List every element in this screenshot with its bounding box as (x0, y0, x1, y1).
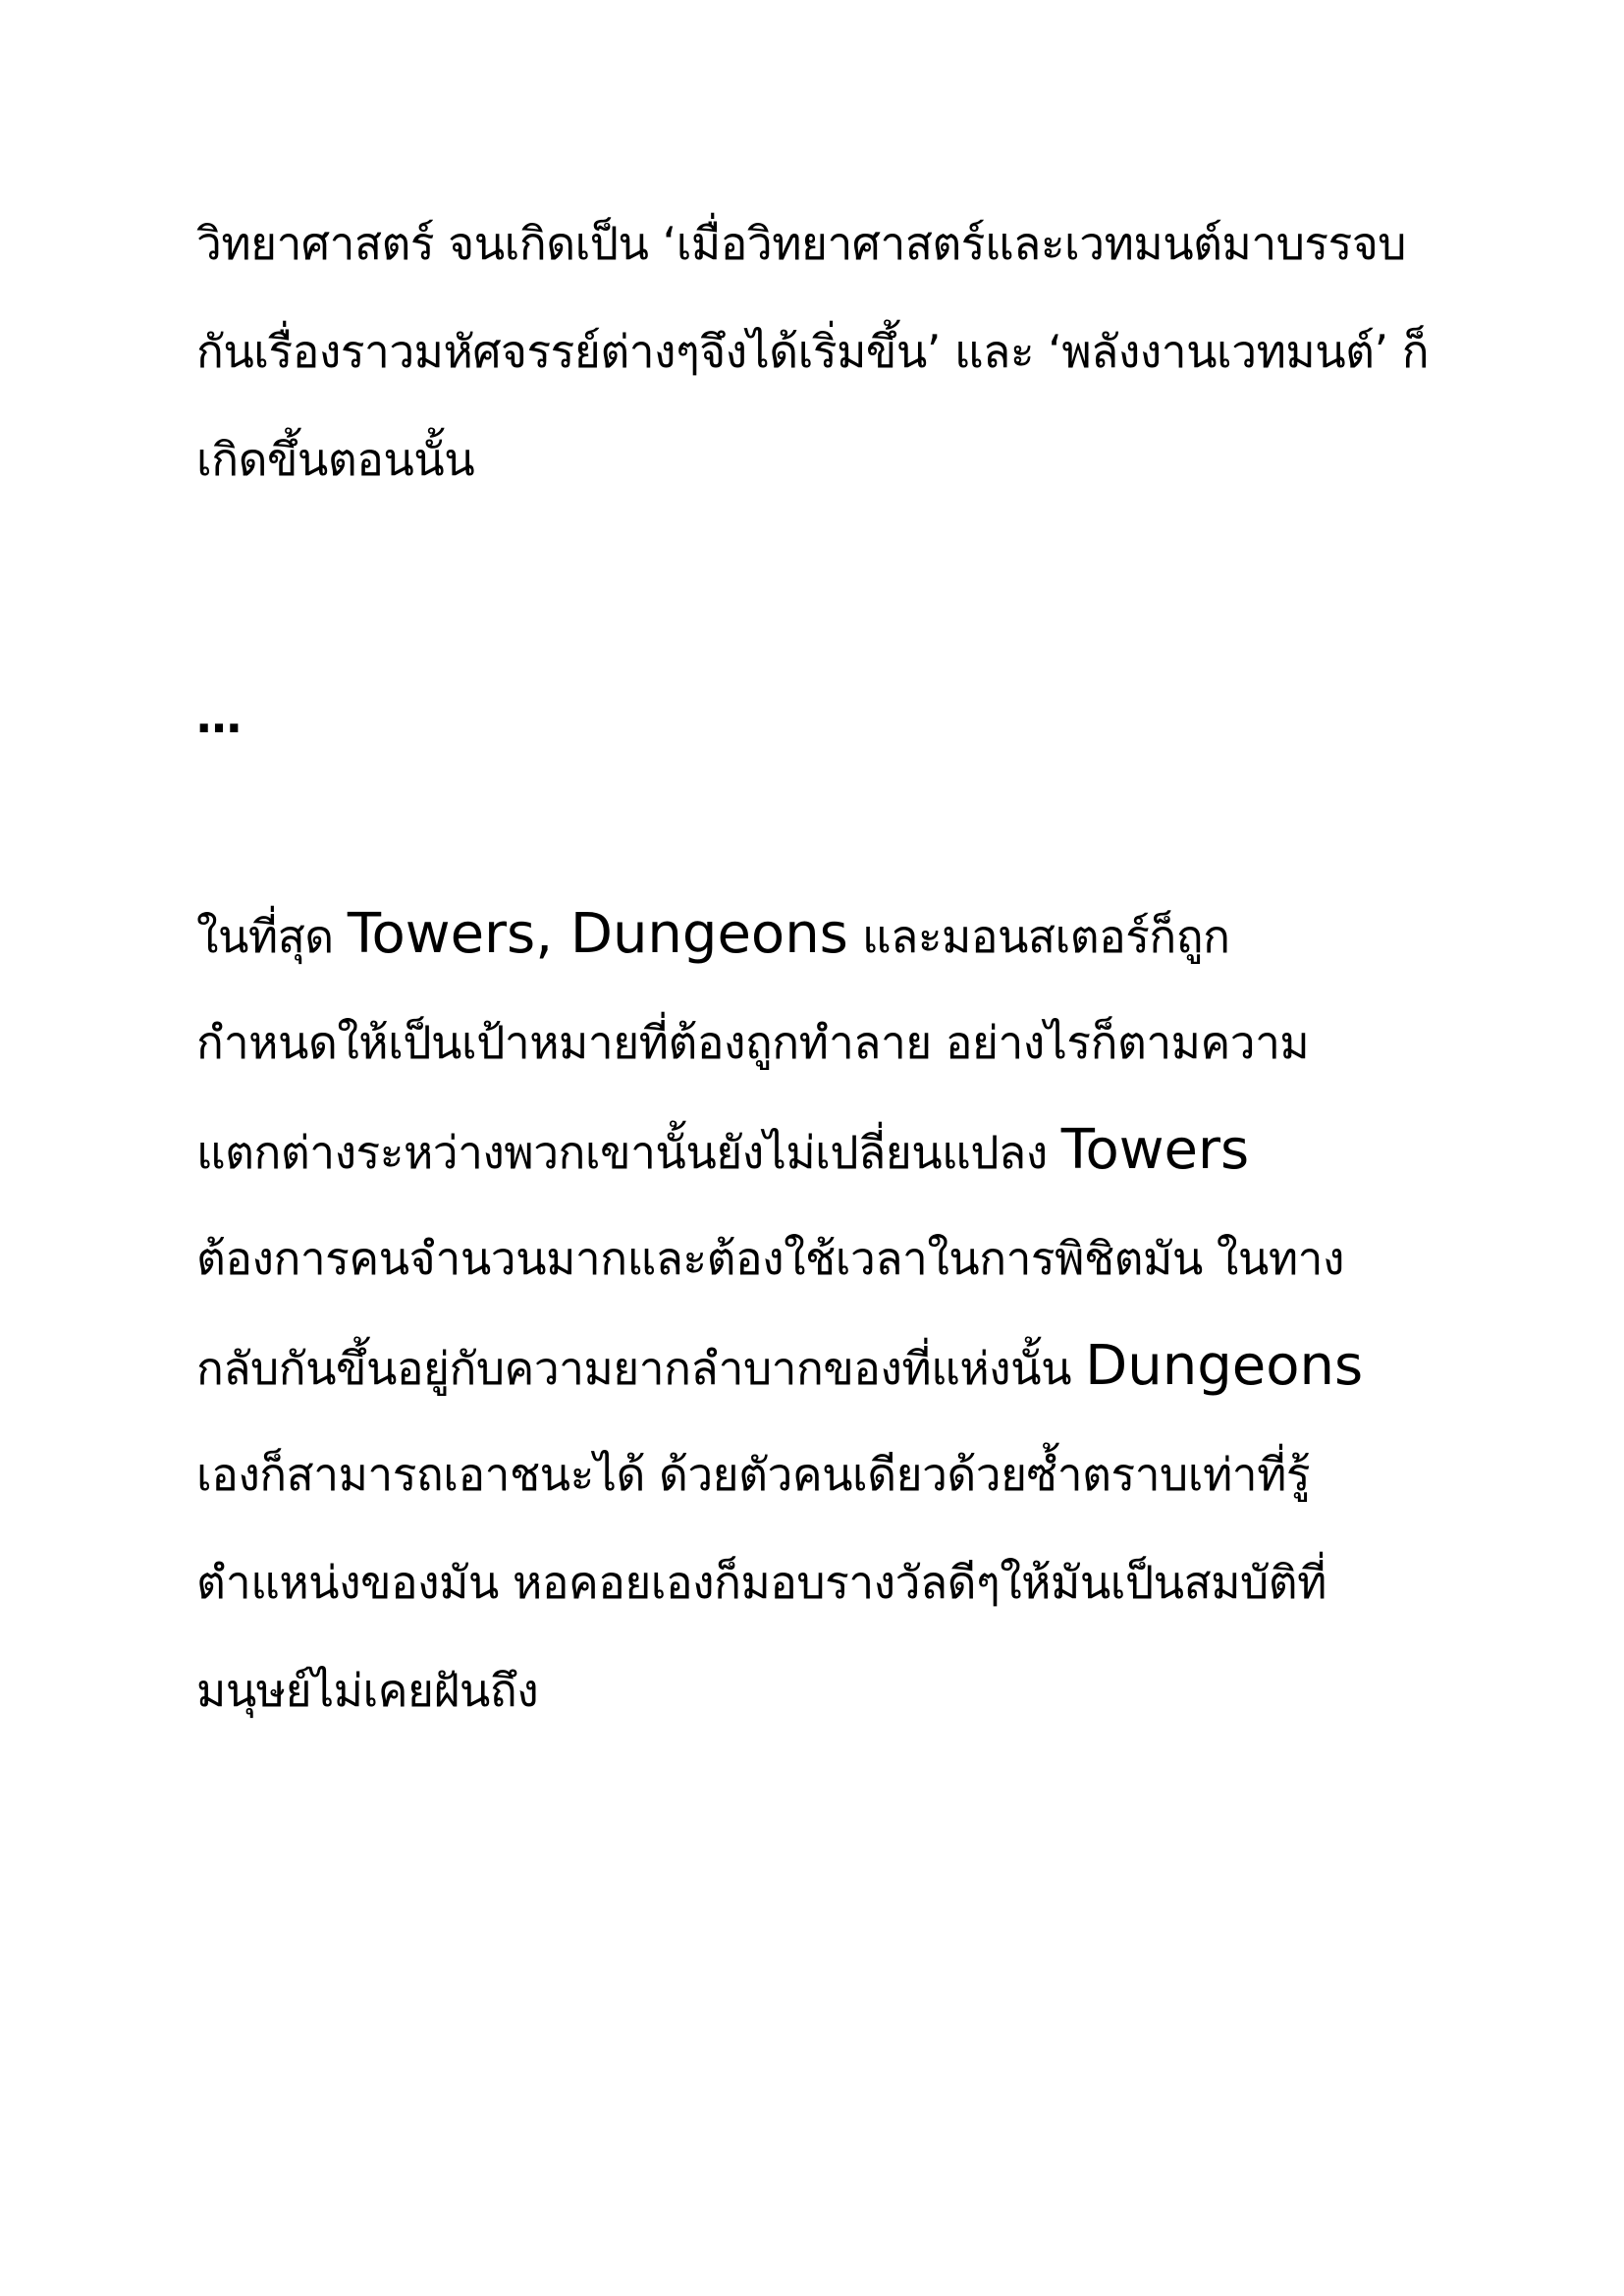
paragraph-2-line-4: ต้องการคนจำนวนมากและต้องใช้เวลาในการพิชิตมัน ในทาง (196, 1232, 1344, 1285)
latin-term: Dungeons (1085, 1334, 1364, 1398)
paragraph-1-line-2: กันเรื่องราวมหัศจรรย์ต่างๆจึงได้เริ่มขึ้น’ และ ‘พลังงานเวทมนต์’ ก็ (196, 325, 1430, 378)
thai-text: และมอนสเตอร์ก็ถูก (847, 910, 1230, 963)
thai-text: กลับกันขึ้นอยู่กับความยากลำบากของที่แห่งนั้น (196, 1342, 1086, 1395)
latin-term: Towers, Dungeons (347, 902, 848, 966)
paragraph-1-line-1: วิทยาศาสตร์ จนเกิดเป็น ‘เมื่อวิทยาศาสตร์และเวทมนต์มาบรรจบ (196, 217, 1406, 270)
paragraph-2-line-1 (196, 902, 1230, 966)
paragraph-1-line-3: เกิดขึ้นตอนนั้น (196, 433, 475, 486)
paragraph-2-line-8: มนุษย์ไม่เคยฝันถึง (196, 1664, 539, 1717)
paragraph-2-line-3 (196, 1118, 1250, 1182)
section-separator: … (196, 690, 244, 743)
paragraph-2-line-5 (196, 1334, 1364, 1398)
paragraph-2-line-6: เองก็สามารถเอาชนะได้ ด้วยตัวคนเดียวด้วยซ้ำตราบเท่าที่รู้ (196, 1448, 1311, 1501)
latin-term: Towers (1060, 1118, 1250, 1182)
paragraph-2-line-2: กำหนดให้เป็นเป้าหมายที่ต้องถูกทำลาย อย่างไรก็ตามความ (196, 1016, 1310, 1069)
thai-text: ในที่สุด (196, 910, 348, 963)
thai-text: แตกต่างระหว่างพวกเขานั้นยังไม่เปลี่ยนแปลง (196, 1126, 1061, 1179)
paragraph-2-line-7: ตำแหน่งของมัน หอคอยเองก็มอบรางวัลดีๆให้มันเป็นสมบัติที่ (196, 1556, 1326, 1609)
